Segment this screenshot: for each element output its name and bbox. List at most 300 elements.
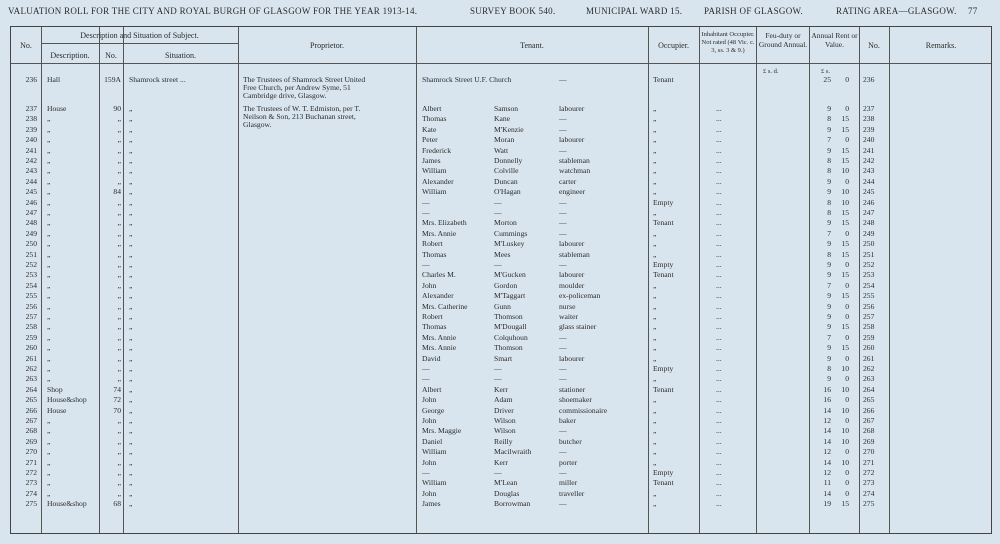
row-inhabitant: ... — [716, 499, 722, 509]
row-tenant-first: William — [422, 478, 447, 488]
parish: PARISH OF GLASGOW. — [704, 6, 804, 16]
row-rownum-right: 248 — [863, 218, 875, 228]
row-rent-shillings: 10 — [841, 426, 849, 436]
row-rent-pounds: 9 — [827, 343, 831, 353]
row-occupier: Tenant — [653, 218, 674, 228]
row-rownum-right: 262 — [863, 364, 875, 373]
row-rownum-right: 261 — [863, 353, 875, 363]
row-occupier: Empty — [653, 468, 674, 477]
row-desc: „ — [47, 145, 51, 155]
row-rent-pounds: 7 — [827, 228, 831, 238]
row-tenant-occupation: engineer — [559, 187, 586, 197]
row-rownum-right: 238 — [863, 114, 875, 124]
row-sit: „ — [129, 353, 133, 363]
row-sit: „ — [129, 343, 133, 353]
row-rownum: 253 — [25, 270, 37, 280]
row-rownum-right: 252 — [863, 260, 875, 269]
row-tenant-occupation: — — [559, 343, 567, 353]
row-rownum-right: 253 — [863, 270, 875, 280]
row-rownum-right: 244 — [863, 176, 875, 186]
row-rownum-right: 239 — [863, 124, 875, 134]
row-tenant-last: Kerr — [494, 384, 508, 394]
row-tenant-occupation: — — [559, 197, 567, 207]
row-occupier: „ — [653, 353, 657, 363]
row-sit: „ — [129, 280, 133, 290]
row-desc: „ — [47, 447, 51, 457]
col-group-description: Description and Situation of Subject. — [80, 31, 199, 40]
row-inhabitant: ... — [716, 208, 722, 217]
row-rent-shillings: 0 — [845, 332, 849, 342]
row-inhabitant: ... — [716, 270, 722, 280]
row-desc: „ — [47, 301, 51, 311]
row-tenant-occupation: labourer — [559, 353, 585, 363]
row-num: „ — [117, 260, 121, 269]
row-rent-shillings: 10 — [841, 166, 849, 176]
row-num: „ — [117, 332, 121, 342]
row-inhabitant: ... — [716, 374, 722, 384]
row-rownum-right: 273 — [863, 478, 875, 488]
row-rownum-right: 258 — [863, 322, 875, 332]
row-desc: „ — [47, 187, 51, 197]
row-inhabitant: ... — [716, 436, 722, 446]
row-rent-shillings: 10 — [841, 436, 849, 446]
row-inhabitant: ... — [716, 145, 722, 155]
row-rownum-right: 251 — [863, 249, 875, 259]
row-tenant-first: Thomas — [422, 114, 447, 124]
row-rownum: 248 — [25, 218, 37, 228]
row-rent-shillings: 15 — [841, 499, 849, 509]
row-inhabitant: ... — [716, 124, 722, 134]
row-sit: „ — [129, 239, 133, 249]
row-sit: „ — [129, 145, 133, 155]
municipal-ward: MUNICIPAL WARD 15. — [586, 6, 683, 16]
row-occupier: „ — [653, 457, 657, 467]
row-rownum: 240 — [25, 135, 37, 145]
row-rownum: 261 — [25, 353, 37, 363]
row-tenant-first: — — [422, 260, 430, 269]
row-desc: „ — [47, 166, 51, 176]
row-occupier: „ — [653, 343, 657, 353]
row-tenant-first: Charles M. — [422, 270, 456, 280]
row-occupier: „ — [653, 187, 657, 197]
row-rent-shillings: 0 — [845, 176, 849, 186]
row-rownum: 272 — [25, 468, 37, 477]
row-rownum: 255 — [25, 291, 37, 301]
row-rent-shillings: 10 — [841, 405, 849, 415]
row-occupier: „ — [653, 395, 657, 405]
row-occupier: Tenant — [653, 384, 674, 394]
row-rownum: 241 — [25, 145, 37, 155]
row-occupier: „ — [653, 176, 657, 186]
row-tenant-last: Driver — [494, 405, 514, 415]
row-occupier: „ — [653, 312, 657, 321]
row-desc: „ — [47, 239, 51, 249]
row-num: „ — [117, 436, 121, 446]
row-rent-shillings: 0 — [845, 75, 849, 84]
row-tenant-first: Mrs. Catherine — [422, 301, 468, 311]
row-tenant-first: George — [422, 405, 445, 415]
row-sit: „ — [129, 218, 133, 228]
row-occupier: „ — [653, 291, 657, 301]
row-rownum: 246 — [25, 197, 37, 207]
col-remarks: Remarks. — [925, 41, 957, 50]
row-rent-pounds: 8 — [827, 364, 831, 373]
row-rownum-right: 246 — [863, 197, 875, 207]
row-tenant-occupation: labourer — [559, 135, 585, 145]
row-num: „ — [117, 353, 121, 363]
row-rent-pounds: 7 — [827, 332, 831, 342]
row-rent-shillings: 0 — [845, 104, 849, 113]
row-inhabitant: ... — [716, 218, 722, 228]
row-sit: „ — [129, 208, 133, 217]
row-sit: „ — [129, 156, 133, 165]
row-rownum: 265 — [25, 395, 37, 405]
row-tenant-last: Kane — [494, 114, 511, 124]
row-rent-pounds: 12 — [823, 416, 831, 425]
row-desc: House&shop — [47, 499, 87, 509]
row-tenant-occupation: porter — [559, 457, 578, 467]
row-tenant-first: — — [422, 197, 430, 207]
row-tenant-first: Albert — [422, 104, 442, 113]
row-rent-pounds: 9 — [827, 187, 831, 197]
row-rent-shillings: 10 — [841, 384, 849, 394]
row-rownum-right: 243 — [863, 166, 875, 176]
row-rent-pounds: 9 — [827, 353, 831, 363]
row-rownum-right: 269 — [863, 436, 875, 446]
row-rent-shillings: 15 — [841, 239, 849, 249]
row-sit: „ — [129, 384, 133, 394]
row-tenant-last: Moran — [494, 135, 515, 145]
row-num: „ — [117, 457, 121, 467]
row-sit: „ — [129, 301, 133, 311]
row-tenant-occupation: shoemaker — [559, 395, 592, 405]
row-tenant-occupation: — — [559, 114, 567, 124]
row-inhabitant: ... — [716, 187, 722, 197]
row-rent-pounds: 14 — [823, 436, 831, 446]
row-desc: „ — [47, 228, 51, 238]
row-sit: „ — [129, 488, 133, 498]
row-rent-pounds: 9 — [827, 124, 831, 134]
valuation-table — [10, 26, 992, 534]
proprietor-line: Cambridge drive, Glasgow. — [243, 91, 327, 100]
row-rownum: 252 — [25, 260, 37, 269]
row-rownum: 243 — [25, 166, 37, 176]
row-rownum-right: 242 — [863, 156, 875, 165]
row-tenant-first: James — [422, 156, 441, 165]
row-num: 90 — [113, 104, 121, 113]
row-tenant-first: Kate — [422, 124, 437, 134]
row-inhabitant: ... — [716, 166, 722, 176]
row-occupier: „ — [653, 374, 657, 384]
row-rent-shillings: 15 — [841, 145, 849, 155]
row-desc: „ — [47, 457, 51, 467]
row-rownum: 269 — [25, 436, 37, 446]
col-tenant: Tenant. — [520, 41, 544, 50]
row-inhabitant: ... — [716, 468, 722, 477]
row-tenant-first: Mrs. Maggie — [422, 426, 462, 436]
row-tenant-last: Cummings — [494, 228, 528, 238]
row-sit: „ — [129, 322, 133, 332]
row-sit: „ — [129, 187, 133, 197]
row-occupier: „ — [653, 436, 657, 446]
row-sit: „ — [129, 197, 133, 207]
row-inhabitant: ... — [716, 488, 722, 498]
row-rownum-right: 257 — [863, 312, 875, 321]
row-sit: „ — [129, 176, 133, 186]
row-rent-pounds: 14 — [823, 457, 831, 467]
row-desc: „ — [47, 208, 51, 217]
col-number: No. — [105, 51, 117, 60]
row-rownum: 270 — [25, 447, 37, 457]
row-tenant-last: Kerr — [494, 457, 508, 467]
row-rownum: 274 — [25, 488, 37, 498]
proprietor-line: The Trustees of Shamrock Street United — [243, 75, 366, 84]
row-rownum: 247 — [25, 208, 37, 217]
row-rownum: 256 — [25, 301, 37, 311]
row-num: 159A — [104, 75, 121, 84]
row-tenant-last: — — [494, 208, 502, 217]
row-rownum: 238 — [25, 114, 37, 124]
row-rownum-right: 255 — [863, 291, 875, 301]
row-occupier: „ — [653, 426, 657, 436]
row-sit: „ — [129, 499, 133, 509]
row-inhabitant: ... — [716, 478, 722, 488]
row-rownum-right: 245 — [863, 187, 875, 197]
row-tenant-last: Colville — [494, 166, 519, 176]
row-rent-pounds: 9 — [827, 374, 831, 384]
row-rent-pounds: 14 — [823, 426, 831, 436]
row-num: „ — [117, 176, 121, 186]
row-num: „ — [117, 135, 121, 145]
row-rent-pounds: 14 — [823, 488, 831, 498]
row-tenant-first: Daniel — [422, 436, 443, 446]
row-rownum: 249 — [25, 228, 37, 238]
row-tenant-last: Mees — [494, 249, 511, 259]
row-tenant-last: Thomson — [494, 312, 523, 321]
row-tenant-occupation: — — [559, 124, 567, 134]
row-rownum: 254 — [25, 280, 37, 290]
row-inhabitant: ... — [716, 395, 722, 405]
row-occupier: „ — [653, 499, 657, 509]
row-inhabitant: ... — [716, 416, 722, 425]
row-tenant-first: Peter — [422, 135, 438, 145]
row-desc: „ — [47, 353, 51, 363]
row-num: „ — [117, 197, 121, 207]
row-tenant-occupation: labourer — [559, 270, 585, 280]
col-proprietor: Proprietor. — [310, 41, 344, 50]
row-rownum-right: 264 — [863, 384, 875, 394]
row-rownum: 260 — [25, 343, 37, 353]
row-rownum: 244 — [25, 176, 37, 186]
row-desc: „ — [47, 426, 51, 436]
row-tenant-first: — — [422, 468, 430, 477]
row-tenant-occupation: stableman — [559, 156, 590, 165]
row-rent-shillings: 0 — [845, 353, 849, 363]
row-num: 68 — [113, 499, 121, 509]
row-inhabitant: ... — [716, 343, 722, 353]
row-rownum: 258 — [25, 322, 37, 332]
row-tenant-occupation: — — [559, 75, 567, 84]
row-rownum-right: 260 — [863, 343, 875, 353]
row-tenant-first: Shamrock Street U.F. Church — [422, 75, 512, 84]
row-rent-shillings: 0 — [845, 228, 849, 238]
col-inhabitant: Inhabitant Occupier. Not rated (48 Vic. c. 3, ss. 3 & 9.) — [701, 31, 755, 54]
row-tenant-occupation: butcher — [559, 436, 582, 446]
row-sit: „ — [129, 416, 133, 425]
row-inhabitant: ... — [716, 301, 722, 311]
row-num: „ — [117, 218, 121, 228]
row-num: „ — [117, 228, 121, 238]
row-tenant-occupation: stableman — [559, 249, 590, 259]
row-num: „ — [117, 468, 121, 477]
row-inhabitant: ... — [716, 332, 722, 342]
row-tenant-last: Smart — [494, 353, 513, 363]
row-rent-pounds: 9 — [827, 176, 831, 186]
row-num: „ — [117, 156, 121, 165]
row-tenant-last: — — [494, 260, 502, 269]
row-rownum-right: 247 — [863, 208, 875, 217]
row-tenant-last: Douglas — [494, 488, 520, 498]
row-inhabitant: ... — [716, 312, 722, 321]
row-sit: „ — [129, 260, 133, 269]
row-num: „ — [117, 343, 121, 353]
row-inhabitant: ... — [716, 322, 722, 332]
row-rent-shillings: 0 — [845, 395, 849, 405]
row-sit: „ — [129, 104, 133, 113]
row-rent-pounds: 9 — [827, 312, 831, 321]
row-desc: „ — [47, 322, 51, 332]
row-rent-pounds: 8 — [827, 249, 831, 259]
row-rownum: 245 — [25, 187, 37, 197]
row-occupier: „ — [653, 156, 657, 165]
row-occupier: „ — [653, 124, 657, 134]
row-rent-pounds: 14 — [823, 405, 831, 415]
row-desc: House&shop — [47, 395, 87, 405]
row-rent-shillings: 0 — [845, 280, 849, 290]
row-occupier: „ — [653, 332, 657, 342]
row-desc: „ — [47, 156, 51, 165]
row-rownum: 273 — [25, 478, 37, 488]
row-desc: „ — [47, 374, 51, 384]
row-rent-pounds: 9 — [827, 301, 831, 311]
row-rent-pounds: 11 — [823, 478, 831, 488]
row-sit: „ — [129, 228, 133, 238]
row-rownum-right: 266 — [863, 405, 875, 415]
row-rent-shillings: 15 — [841, 124, 849, 134]
row-desc: „ — [47, 364, 51, 373]
row-tenant-first: John — [422, 280, 437, 290]
row-num: 84 — [113, 187, 121, 197]
row-tenant-occupation: commissionaire — [559, 405, 608, 415]
row-tenant-occupation: ex-policeman — [559, 291, 601, 301]
row-rownum-right: 240 — [863, 135, 875, 145]
row-num: „ — [117, 374, 121, 384]
row-desc: „ — [47, 124, 51, 134]
row-sit: „ — [129, 457, 133, 467]
row-desc: „ — [47, 291, 51, 301]
row-num: „ — [117, 166, 121, 176]
row-sit: „ — [129, 478, 133, 488]
row-occupier: „ — [653, 405, 657, 415]
row-tenant-last: Duncan — [494, 176, 518, 186]
row-rent-shillings: 0 — [845, 488, 849, 498]
row-rownum-right: 241 — [863, 145, 875, 155]
row-tenant-last: Watt — [494, 145, 509, 155]
row-tenant-first: Mrs. Elizabeth — [422, 218, 467, 228]
row-tenant-last: Samson — [494, 104, 519, 113]
row-tenant-first: William — [422, 166, 447, 176]
row-rownum-right: 236 — [863, 75, 875, 84]
row-rownum-right: 275 — [863, 499, 875, 509]
row-desc: „ — [47, 249, 51, 259]
row-rent-shillings: 0 — [845, 260, 849, 269]
row-inhabitant: ... — [716, 228, 722, 238]
row-rownum: 251 — [25, 249, 37, 259]
row-num: „ — [117, 301, 121, 311]
row-desc: „ — [47, 114, 51, 124]
col-feuduty: Feu-duty or Ground Annual. — [758, 31, 808, 49]
row-occupier: „ — [653, 239, 657, 249]
row-desc: „ — [47, 468, 51, 477]
row-tenant-occupation: labourer — [559, 239, 585, 249]
row-tenant-first: Thomas — [422, 249, 447, 259]
row-rent-pounds: 16 — [823, 384, 831, 394]
row-num: 74 — [113, 384, 121, 394]
row-rent-shillings: 15 — [841, 208, 849, 217]
row-occupier: „ — [653, 228, 657, 238]
row-inhabitant: ... — [716, 280, 722, 290]
row-rownum-right: 259 — [863, 332, 875, 342]
row-tenant-first: Thomas — [422, 322, 447, 332]
proprietor-line: Free Church, per Andrew Syme, 51 — [243, 83, 351, 92]
row-tenant-occupation: — — [559, 364, 567, 373]
row-rent-shillings: 0 — [845, 374, 849, 384]
survey-book: SURVEY BOOK 540. — [470, 6, 556, 16]
row-tenant-last: Wilson — [494, 426, 516, 436]
row-tenant-last: M'Taggart — [494, 291, 526, 301]
row-sit: „ — [129, 114, 133, 124]
row-rownum: 239 — [25, 124, 37, 134]
row-sit: „ — [129, 426, 133, 436]
row-rent-pounds: 7 — [827, 280, 831, 290]
row-tenant-occupation: — — [559, 447, 567, 457]
row-occupier: „ — [653, 322, 657, 332]
row-desc: „ — [47, 436, 51, 446]
row-desc: „ — [47, 176, 51, 186]
row-tenant-last: O'Hagan — [494, 187, 521, 197]
row-rent-shillings: 15 — [841, 291, 849, 301]
row-rownum: 264 — [25, 384, 37, 394]
row-rent-shillings: 0 — [845, 135, 849, 145]
row-occupier: Tenant — [653, 75, 674, 84]
row-occupier: Empty — [653, 197, 674, 207]
row-num: 70 — [113, 405, 121, 415]
col-occupier: Occupier. — [658, 41, 689, 50]
row-rent-pounds: 9 — [827, 270, 831, 280]
row-rownum-right: 265 — [863, 395, 875, 405]
page-header — [8, 4, 992, 20]
row-sit: „ — [129, 364, 133, 373]
row-rownum-right: 256 — [863, 301, 875, 311]
row-rownum-right: 254 — [863, 280, 875, 290]
row-desc: „ — [47, 478, 51, 488]
row-tenant-occupation: — — [559, 145, 567, 155]
row-tenant-first: John — [422, 395, 437, 405]
row-rent-pounds: 9 — [827, 145, 831, 155]
row-rownum-right: 250 — [863, 239, 875, 249]
row-tenant-last: Gunn — [494, 301, 511, 311]
row-rent-pounds: 9 — [827, 239, 831, 249]
